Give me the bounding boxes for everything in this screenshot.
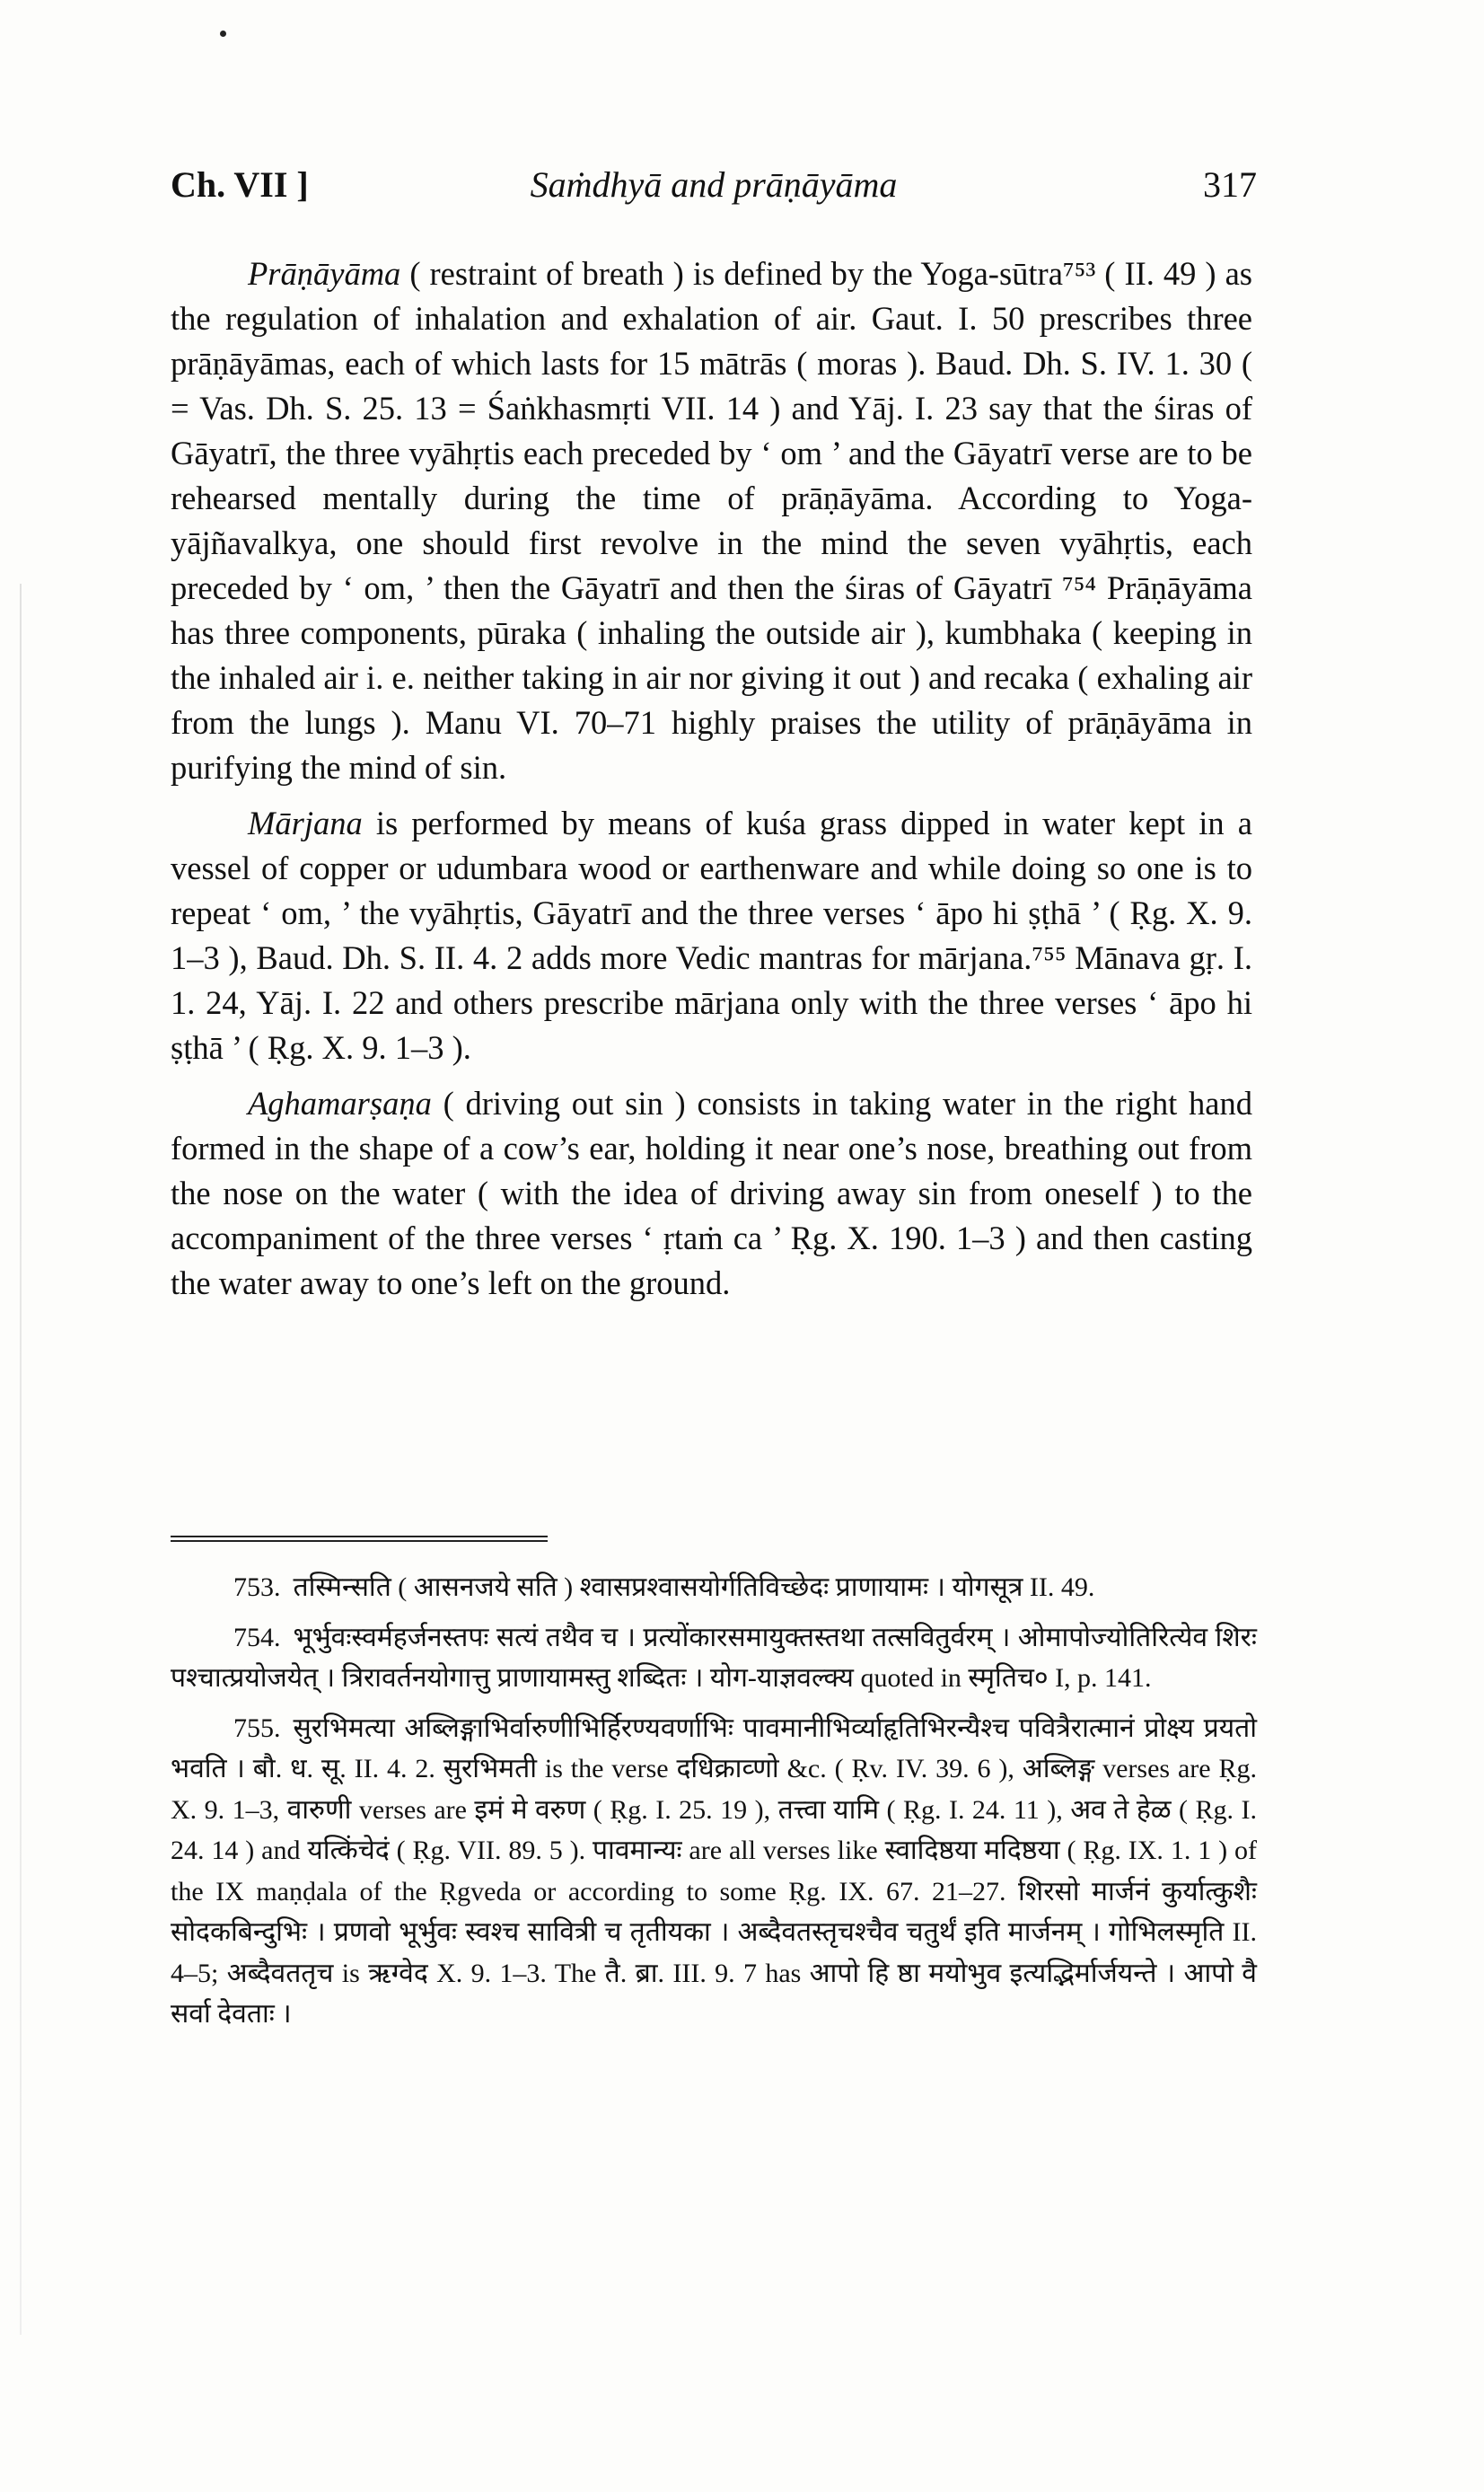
term-marjana: Mārjana bbox=[248, 805, 363, 841]
running-header bbox=[171, 163, 1257, 217]
footnote-divider bbox=[171, 1536, 548, 1542]
paragraph-text: ( restraint of breath ) is defined by the Yoga-sūtra⁷⁵³ ( II. 49 ) as the regulation of inhalation and exhalation of air. Gaut. I. 50 prescribes three prāṇāyāmas, each of which lasts for 15 mātrās ( moras ). Baud. Dh. S. IV. 1. 30 ( = Vas. Dh. S. 25. 13 = Śaṅkhasmṛti VII. 14 ) and Yāj. I. 23 say that the śiras of Gāyatrī, the three vyāhṛtis each preceded by ‘ om ’ and the Gāyatrī verse are to be rehearsed mentally during the time of prāṇāyāma. According to Yoga-yājñavalkya, one should first revolve in the mind the seven vyāhṛtis, each preceded by ‘ om, ’ then the Gāyatrī and then the śiras of Gāyatrī ⁷⁵⁴ Prāṇāyāma has three components, pūraka ( inhaling the outside air ), kumbhaka ( keeping in the inhaled air i. e. neither taking in air nor giving it out ) and recaka ( exhaling air from the lungs ). Manu VI. 70–71 highly praises the utility of prāṇāyāma in purifying the mind of sin. bbox=[171, 255, 1252, 786]
footnotes bbox=[171, 1567, 1257, 2044]
term-aghamarsana: Aghamarṣaṇa bbox=[248, 1085, 432, 1122]
paragraph-marjana bbox=[171, 801, 1252, 1070]
footnote-753 bbox=[171, 1567, 1257, 1608]
footnote-number: 755. bbox=[233, 1713, 281, 1743]
paragraph-text: is performed by means of kuśa grass dipped in water kept in a vessel of copper or udumbara wood or earthenware and while doing so one is to repeat ‘ om, ’ the vyāhṛtis, Gāyatrī and the three verses ‘ āpo hi ṣṭhā ’ ( Ṛg. X. 9. 1–3 ), Baud. Dh. S. II. 4. 2 adds more Vedic mantras for mārjana.⁷⁵⁵ Mānava gṛ. I. 1. 24, Yāj. I. 22 and others prescribe mārjana only with the three verses ‘ āpo hi ṣṭhā ’ ( Ṛg. X. 9. 1–3 ). bbox=[171, 805, 1252, 1066]
chapter-label: Ch. VII ] bbox=[171, 164, 309, 205]
running-title: Saṁdhyā and prāṇāyāma bbox=[530, 164, 898, 205]
paragraph-aghamarsana bbox=[171, 1081, 1252, 1306]
footnote-text: भूर्भुवःस्वर्महर्जनस्तपः सत्यं तथैव च । प्रत्योंकारसमायुक्तस्तथा तत्सवितुर्वरम् । ओमापोज्योतिरित्येव शिरः पश्चात्प्रयोजयेत् । त्रिरावर्तनयोगात्तु प्राणायामस्तु शब्दितः । योग-याज्ञवल्क्य quoted in स्मृतिच० I, p. 141. bbox=[171, 1622, 1257, 1693]
main-text bbox=[171, 251, 1252, 1316]
footnote-number: 753. bbox=[233, 1572, 281, 1602]
footnote-text: सुरभिमत्या अब्लिङ्गाभिर्वारुणीभिर्हिरण्यवर्णाभिः पावमानीभिर्व्याहृतिभिरन्यैश्च पवित्रैरात्मानं प्रोक्ष्य प्रयतो भवति । बौ. ध. सू. II. 4. 2. सुरभिमती is the verse दधिक्राव्णो &c. ( Ṛv. IV. 39. 6 ), अब्लिङ्ग verses are Ṛg. X. 9. 1–3, वारुणी verses are इमं मे वरुण ( Ṛg. I. 25. 19 ), तत्त्वा यामि ( Ṛg. I. 24. 11 ), अव ते हेळ ( Ṛg. I. 24. 14 ) and यत्किंचेदं ( Ṛg. VII. 89. 5 ). पावमान्यः are all verses like स्वादिष्ठया मदिष्ठया ( Ṛg. IX. 1. 1 ) of the IX maṇḍala of the Ṛgveda or according to some Ṛg. IX. 67. 21–27. शिरसो मार्जनं कुर्यात्कुशैः सोदकबिन्दुभिः । प्रणवो भूर्भुवः स्वश्च सावित्री च तृतीयका । अब्दैवतस्तृचश्चैव चतुर्थं इति मार्जनम् । गोभिलस्मृति II. 4–5; अब्दैवततृच is ऋग्वेद X. 9. 1–3. The तै. ब्रा. III. 9. 7 has आपो हि ष्ठा मयोभुव इत्यद्भिर्मार्जयन्ते । आपो वै सर्वा देवताः । bbox=[171, 1713, 1257, 2029]
footnote-text: तस्मिन्सति ( आसनजये सति ) श्वासप्रश्वासयोर्गतिविच्छेदः प्राणायामः । योगसूत्र II. 49. bbox=[293, 1572, 1095, 1602]
page-number: 317 bbox=[1203, 164, 1257, 205]
paragraph-text: ( driving out sin ) consists in taking water in the right hand formed in the shape of a cow’s ear, holding it near one’s nose, breathing out from the nose on the water ( with the idea of driving away sin from oneself ) to the accompaniment of the three verses ‘ ṛtaṁ ca ’ Ṛg. X. 190. 1–3 ) and then casting the water away to one’s left on the ground. bbox=[171, 1085, 1252, 1301]
footnote-754 bbox=[171, 1617, 1257, 1699]
footnote-number: 754. bbox=[233, 1622, 281, 1652]
scan-margin-line bbox=[20, 584, 22, 2335]
ink-dot bbox=[220, 31, 226, 37]
paragraph-pranayama bbox=[171, 251, 1252, 790]
footnote-755 bbox=[171, 1708, 1257, 2035]
term-pranayama: Prāṇāyāma bbox=[248, 255, 401, 292]
